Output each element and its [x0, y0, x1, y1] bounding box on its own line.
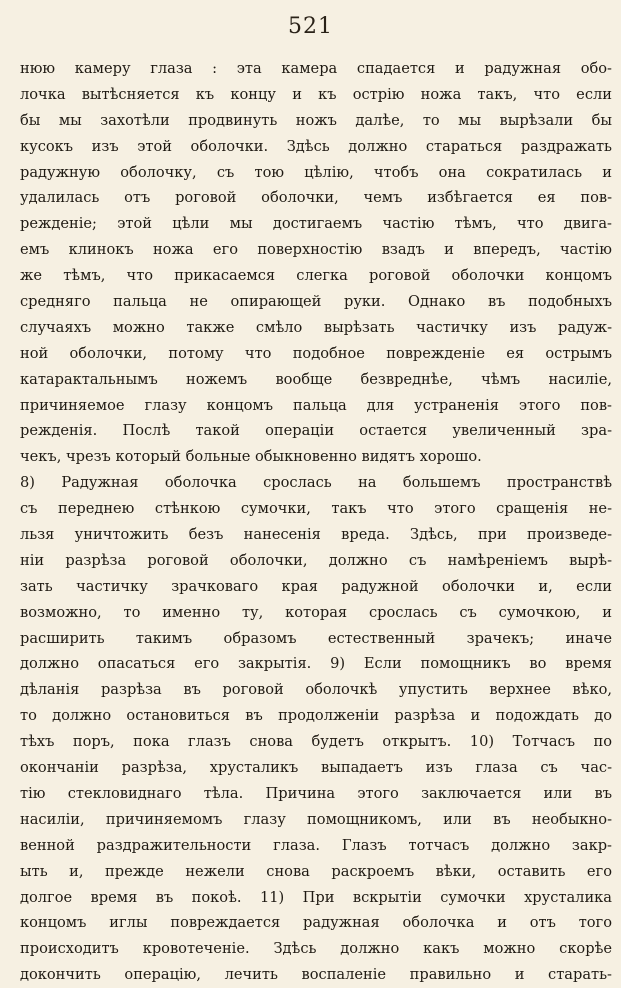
text-line: емъ клинокъ ножа его поверхностію взадъ и впередъ, частію	[20, 241, 612, 259]
text-line: бы мы захотѣли продвинуть ножъ далѣе, то мы вырѣзали бы	[20, 111, 612, 129]
text-line: дѣланія разрѣза въ роговой оболочкѣ упустить верхнее вѣко,	[20, 681, 612, 699]
text-line: ной оболочки, потому что подобное поврежденіе ея острымъ	[20, 344, 612, 362]
text-line: расширить такимъ образомъ естественный зрачекъ; иначе	[20, 629, 612, 647]
text-line: докончить операцію, лечить воспаленіе правильно и старать-	[20, 966, 612, 984]
text-line: долгое время въ покоѣ. 11) При вскрытіи сумочки хрусталика	[20, 888, 612, 906]
text-line: режденія. Послѣ такой операціи остается увеличенный зра-	[20, 422, 612, 440]
text-line: нюю камеру глаза : эта камера спадается и радужная обо-	[20, 60, 612, 77]
text-line: венной раздражительности глаза. Глазъ тотчасъ должно закр-	[20, 836, 612, 854]
text-line: должно опасаться его закрытія. 9) Если помощникъ во время	[20, 655, 612, 673]
text-line: происходитъ кровотеченіе. Здѣсь должно какъ можно скорѣе	[20, 940, 612, 958]
text-line: средняго пальца не опирающей руки. Однако въ подобныхъ	[20, 293, 612, 311]
text-line: тію стекловиднаго тѣла. Причина этого заключается или въ	[20, 784, 612, 802]
text-line: зать частичку зрачковаго края радужной оболочки и, если	[20, 577, 612, 595]
text-line: кусокъ изъ этой оболочки. Здѣсь должно стараться раздражать	[20, 137, 612, 155]
text-line: случаяхъ можно также смѣло вырѣзать частичку изъ радуж-	[20, 318, 612, 336]
text-line: льзя уничтожить безъ нанесенія вреда. Здѣсь, при произведе-	[20, 526, 612, 544]
text-line: возможно, то именно ту, которая срослась съ сумочкою, и	[20, 603, 612, 621]
text-line: лочка вытѣсняется къ концу и къ острію ножа такъ, что если	[20, 85, 612, 103]
text-line: радужную оболочку, съ тою цѣлію, чтобъ она сократилась и	[20, 163, 612, 181]
text-line: режденіе; этой цѣли мы достигаемъ частію тѣмъ, что двига-	[20, 215, 612, 233]
text-line: удалилась отъ роговой оболочки, чемъ избѣгается ея пов-	[20, 189, 612, 207]
text-line: съ переднею стѣнкою сумочки, такъ что этого сращенія не-	[20, 500, 612, 518]
text-line: насиліи, причиняемомъ глазу помощникомъ, или въ необыкно-	[20, 810, 612, 828]
text-line: ніи разрѣза роговой оболочки, должно съ намѣреніемъ вырѣ-	[20, 551, 612, 569]
body-text	[20, 56, 612, 988]
text-line: катарактальнымъ ножемъ вообще безвреднѣе, чѣмъ насиліе,	[20, 370, 612, 388]
text-line: ыть и, прежде нежели снова раскроемъ вѣки, оставить его	[20, 862, 612, 880]
text-line: причиняемое глазу концомъ пальца для устраненія этого пов-	[20, 396, 612, 414]
text-line: 8) Радужная оболочка срослась на большемъ пространствѣ	[20, 474, 612, 492]
text-line: то должно остановиться въ продолженіи разрѣза и подождать до	[20, 707, 612, 725]
text-line: чекъ, чрезъ который больные обыкновенно видятъ хорошо.	[20, 448, 482, 466]
page-number: 521	[288, 14, 333, 39]
text-line: тѣхъ поръ, пока глазъ снова будетъ открытъ. 10) Тотчасъ по	[20, 733, 612, 751]
text-line: же тѣмъ, что прикасаемся слегка роговой оболочки концомъ	[20, 267, 612, 285]
text-line: окончаніи разрѣза, хрусталикъ выпадаетъ изъ глаза съ час-	[20, 759, 612, 777]
text-line: концомъ иглы повреждается радужная оболочка и отъ того	[20, 914, 612, 932]
